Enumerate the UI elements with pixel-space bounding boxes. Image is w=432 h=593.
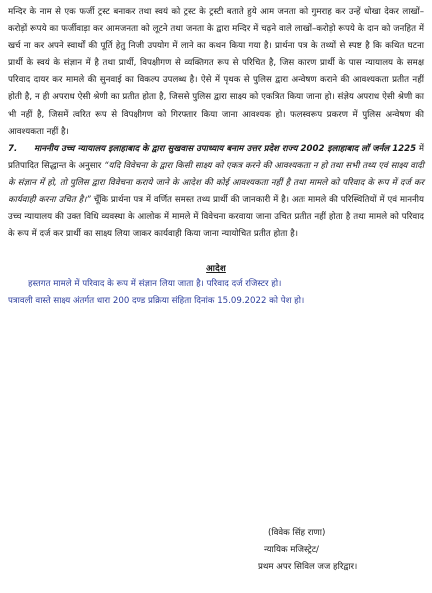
paragraph-number: 7. (8, 143, 18, 154)
court-name: प्रथम अपर सिविल जज हरिद्वार। (258, 562, 358, 572)
text-before-quote: में प्रतिपादित सिद्धान्त के अनुसार (8, 143, 424, 171)
order-line-next-date: पत्रावली वास्ते साक्ष्य अंतर्गत धारा 200 दण्ड प्रक्रिया संहिता दिनांक 15.09.2022 को पेश हो। (8, 296, 305, 307)
order-heading: आदेश (206, 264, 226, 275)
signature-block (258, 525, 428, 576)
judge-name: (विवेक सिंह राणा) (268, 528, 326, 538)
paragraph-7 (8, 141, 424, 244)
text-after-quote: चूँकि प्रार्थना पत्र में वर्णित समस्त तथ्य प्रार्थी की जानकारी में है। अतः मामले की परिस्थितियों में एवं माननीय उच्च न्यायालय की उक्त विधि व्यवस्था के आलोक में मामले में विवेचना करवाया जाना उचित प्रतीत नहीं होता है तथा मामले को परिवाद के रूप में दर्ज कर प्रार्थी का साक्ष्य लिया जाकर कार्यवाही किया जाना न्यायोचित प्रतीत होता है। (8, 195, 424, 240)
judgment-citation: माननीय उच्च न्यायालय इलाहाबाद के द्वारा सुखवास उपाध्याय बनाम उत्तर प्रदेश राज्य 2002 इलाहाबाद लॉ जर्नल 1225 (34, 143, 417, 154)
order-line-cognizance: हस्तगत मामले में परिवाद के रूप में संज्ञान लिया जाता है। परिवाद दर्ज रजिस्टर हो। (28, 279, 282, 290)
quoted-principle: “यदि विवेचना के द्वारा किसी साक्ष्य को एकत्र करने की आवश्यकता न हो तथा सभी तथ्य एवं साक्ष्य वादी के संज्ञान में हो, तो पुलिस द्वारा विवेचना कराये जाने के आदेश की कोई आवश्यकता नहीं है तथा मामले को परिवाद के रूप में दर्ज कर कार्यवाही करना उचित है।” (8, 160, 424, 206)
paragraph-1: मन्दिर के नाम से एक फर्जी ट्रस्ट बनाकर तथा स्वयं को ट्रस्ट के ट्रस्टी बताते हुये आम जनता को गुमराह कर उन्हें धोखा देकर लाखों–करोड़ों रूपये का फर्जीवाड़ा कर आमजनता को लूटने तथा जनता के द्वारा मन्दिर में चढ़ने वाले लाखों–करोड़ो रूपये के दान को जनहित में खर्च ना कर अपने स्वार्थों की पूर्ति हेतु निजी उपयोग में लाने का कथन किया गया है। प्रार्थना पत्र के तथ्यों से स्पष्ट है कि कथित घटना प्रार्थी के स्वयं के संज्ञान में है तथा प्रार्थी, विपक्षीगण से व्यक्तिगत रूप से परिचित है, जिस कारण प्रार्थी के पास न्यायालय के समक्ष परिवाद दायर कर मामले की सुनवाई का विकल्प उपलब्ध है। ऐसे में पृथक से पुलिस द्वारा अन्वेषण कराने की आवश्यकता प्रतीत नहीं होती है, न ही अपराध ऐसी श्रेणी का प्रतीत होता है, जिससे पुलिस द्वारा साक्ष्य को एकत्रित किया जाना हो। संज्ञेय अपराध ऐसी श्रेणी का भी नहीं है, जिसमें त्वरित रूप से विपक्षीगण को गिरफ्तार किया जाना आवश्यक हो। फलस्वरूप प्रकरण में पुलिस अन्वेषण की आवश्यकता नहीं है। (8, 7, 424, 137)
judge-designation: न्यायिक मजिस्ट्रेट/ (264, 545, 319, 555)
